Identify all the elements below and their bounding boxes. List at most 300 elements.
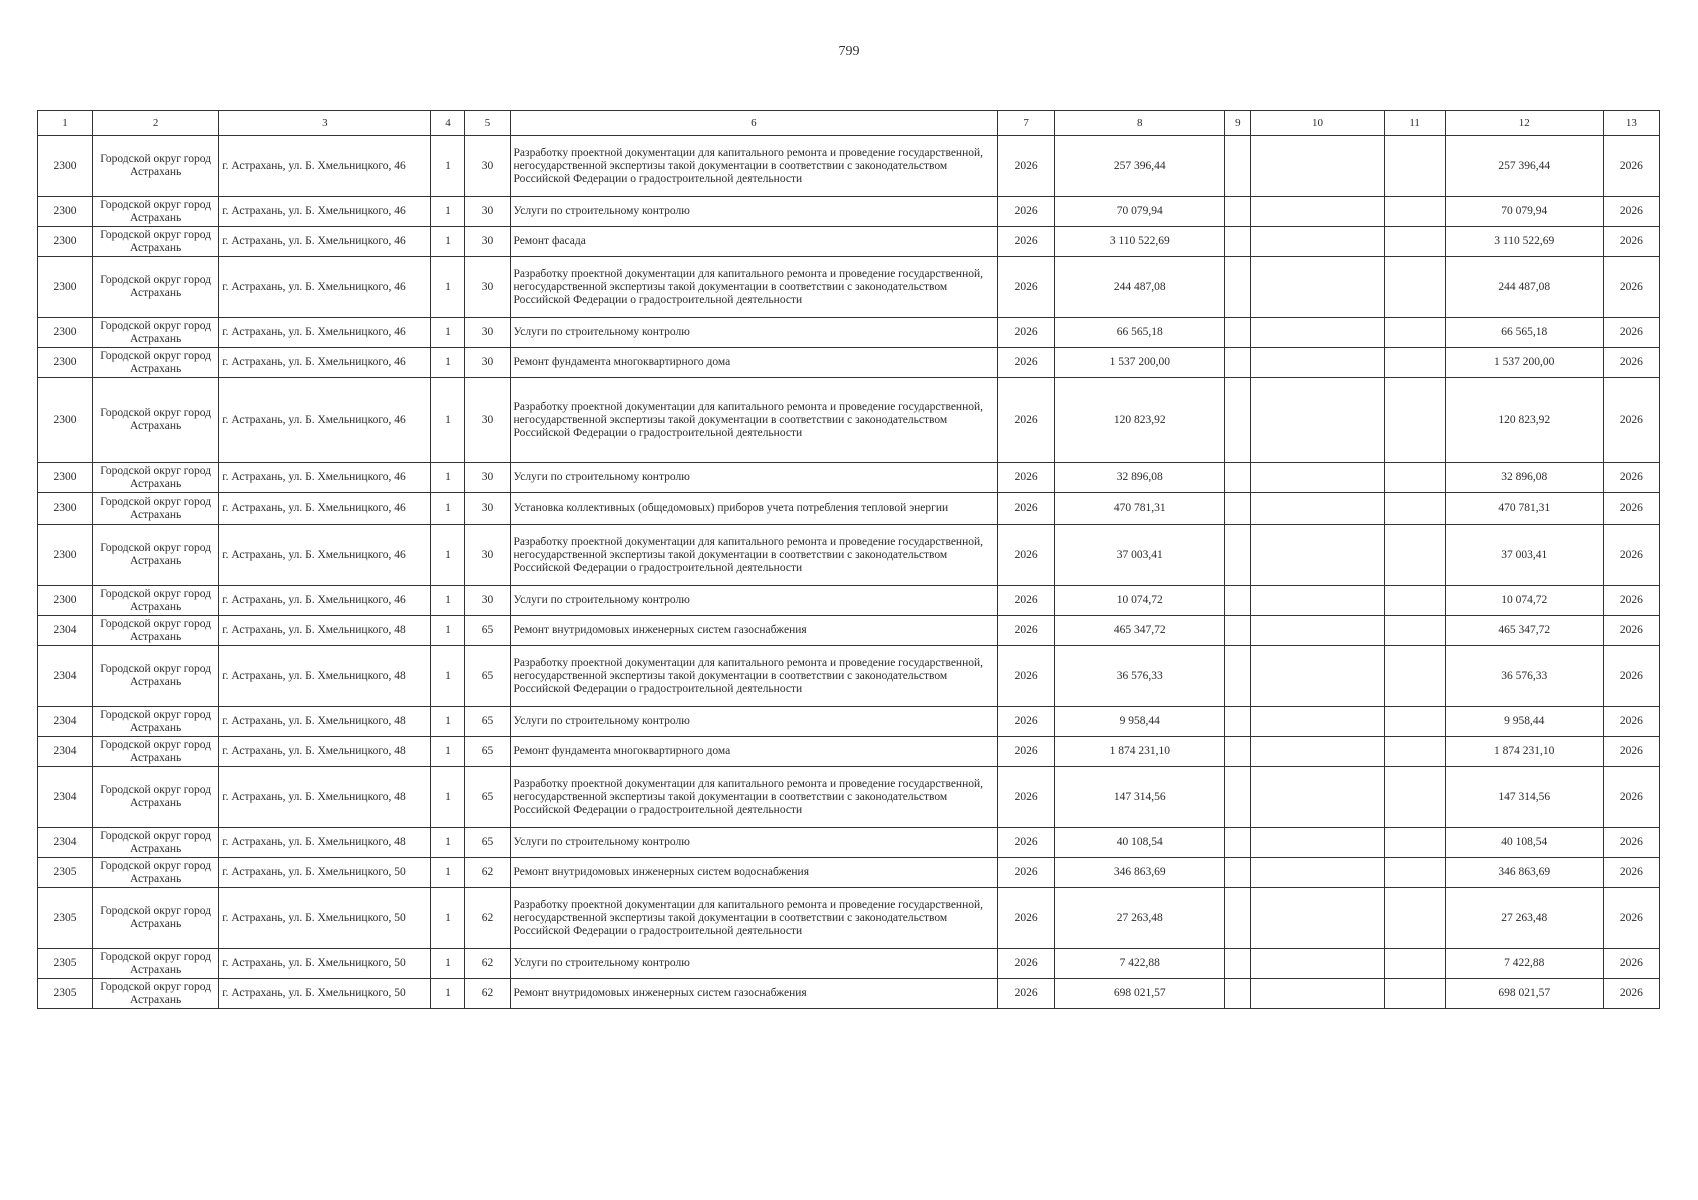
cell-object-id: 2300	[38, 318, 93, 348]
cell-col-11	[1384, 858, 1445, 888]
cell-work-type: Разработку проектной документации для капитального ремонта и проведение государственной, негосударственной экспертизы такой документации в соответствии с законодательством Российской Федерации о градостроительной деятельности	[510, 525, 998, 586]
cell-col-10	[1251, 493, 1384, 525]
cell-col-9	[1225, 136, 1251, 197]
cell-col-5: 30	[465, 378, 510, 463]
cell-cost: 7 422,88	[1055, 949, 1225, 979]
table-body	[38, 136, 1660, 1009]
cell-col-9	[1225, 737, 1251, 767]
cell-year: 2026	[998, 828, 1055, 858]
cell-col-4: 1	[431, 318, 465, 348]
cell-year: 2026	[998, 979, 1055, 1009]
cell-col-5: 30	[465, 586, 510, 616]
cell-col-4: 1	[431, 949, 465, 979]
cell-col-10	[1251, 197, 1384, 227]
cell-year: 2026	[998, 737, 1055, 767]
cell-municipality: Городской округ город Астрахань	[93, 616, 219, 646]
cell-total: 1 874 231,10	[1445, 737, 1603, 767]
cell-col-5: 30	[465, 257, 510, 318]
cell-municipality: Городской округ город Астрахань	[93, 858, 219, 888]
cell-cost: 147 314,56	[1055, 767, 1225, 828]
col-header: 12	[1445, 111, 1603, 136]
cell-year: 2026	[998, 525, 1055, 586]
cell-total: 37 003,41	[1445, 525, 1603, 586]
cell-col-5: 30	[465, 136, 510, 197]
cell-end-year: 2026	[1603, 737, 1659, 767]
cell-col-5: 62	[465, 858, 510, 888]
cell-col-4: 1	[431, 586, 465, 616]
cell-municipality: Городской округ город Астрахань	[93, 707, 219, 737]
cell-work-type: Ремонт внутридомовых инженерных систем газоснабжения	[510, 616, 998, 646]
cell-year: 2026	[998, 888, 1055, 949]
cell-col-5: 62	[465, 888, 510, 949]
cell-col-10	[1251, 616, 1384, 646]
cell-col-9	[1225, 318, 1251, 348]
cell-col-11	[1384, 378, 1445, 463]
cell-col-11	[1384, 767, 1445, 828]
cell-col-9	[1225, 378, 1251, 463]
cell-col-5: 65	[465, 707, 510, 737]
table-row	[38, 858, 1660, 888]
cell-address: г. Астрахань, ул. Б. Хмельницкого, 48	[219, 828, 431, 858]
cell-end-year: 2026	[1603, 227, 1659, 257]
col-header: 7	[998, 111, 1055, 136]
cell-col-10	[1251, 463, 1384, 493]
cell-col-4: 1	[431, 378, 465, 463]
cell-col-9	[1225, 888, 1251, 949]
cell-address: г. Астрахань, ул. Б. Хмельницкого, 48	[219, 646, 431, 707]
cell-object-id: 2300	[38, 463, 93, 493]
cell-address: г. Астрахань, ул. Б. Хмельницкого, 46	[219, 136, 431, 197]
cell-total: 147 314,56	[1445, 767, 1603, 828]
cell-col-11	[1384, 828, 1445, 858]
cell-year: 2026	[998, 378, 1055, 463]
cell-work-type: Разработку проектной документации для капитального ремонта и проведение государственной, негосударственной экспертизы такой документации в соответствии с законодательством Российской Федерации о градостроительной деятельности	[510, 767, 998, 828]
cell-municipality: Городской округ город Астрахань	[93, 979, 219, 1009]
cell-end-year: 2026	[1603, 525, 1659, 586]
cell-total: 32 896,08	[1445, 463, 1603, 493]
cell-end-year: 2026	[1603, 828, 1659, 858]
page-number: 799	[838, 44, 860, 59]
cell-municipality: Городской округ город Астрахань	[93, 737, 219, 767]
cell-end-year: 2026	[1603, 888, 1659, 949]
cell-col-10	[1251, 707, 1384, 737]
cell-cost: 37 003,41	[1055, 525, 1225, 586]
cell-end-year: 2026	[1603, 646, 1659, 707]
cell-col-5: 65	[465, 828, 510, 858]
col-header: 13	[1603, 111, 1659, 136]
cell-col-4: 1	[431, 737, 465, 767]
table-row	[38, 767, 1660, 828]
cell-col-4: 1	[431, 888, 465, 949]
cell-address: г. Астрахань, ул. Б. Хмельницкого, 46	[219, 348, 431, 378]
cell-col-9	[1225, 493, 1251, 525]
cell-col-5: 65	[465, 646, 510, 707]
cell-col-4: 1	[431, 463, 465, 493]
cell-col-11	[1384, 888, 1445, 949]
cell-object-id: 2305	[38, 979, 93, 1009]
cell-municipality: Городской округ город Астрахань	[93, 197, 219, 227]
cell-col-10	[1251, 646, 1384, 707]
table-row	[38, 318, 1660, 348]
cell-col-9	[1225, 227, 1251, 257]
cell-cost: 244 487,08	[1055, 257, 1225, 318]
cell-cost: 3 110 522,69	[1055, 227, 1225, 257]
cell-end-year: 2026	[1603, 493, 1659, 525]
cell-address: г. Астрахань, ул. Б. Хмельницкого, 48	[219, 737, 431, 767]
cell-col-9	[1225, 348, 1251, 378]
cell-col-5: 65	[465, 737, 510, 767]
cell-col-5: 30	[465, 348, 510, 378]
cell-year: 2026	[998, 197, 1055, 227]
cell-address: г. Астрахань, ул. Б. Хмельницкого, 46	[219, 525, 431, 586]
table-row	[38, 378, 1660, 463]
cell-col-11	[1384, 646, 1445, 707]
cell-col-10	[1251, 767, 1384, 828]
col-header: 8	[1055, 111, 1225, 136]
cell-col-5: 62	[465, 949, 510, 979]
cell-object-id: 2304	[38, 767, 93, 828]
cell-col-4: 1	[431, 227, 465, 257]
cell-object-id: 2300	[38, 586, 93, 616]
cell-col-10	[1251, 318, 1384, 348]
cell-work-type: Разработку проектной документации для капитального ремонта и проведение государственной, негосударственной экспертизы такой документации в соответствии с законодательством Российской Федерации о градостроительной деятельности	[510, 378, 998, 463]
cell-work-type: Услуги по строительному контролю	[510, 707, 998, 737]
cell-col-9	[1225, 858, 1251, 888]
cell-work-type: Услуги по строительному контролю	[510, 828, 998, 858]
cell-total: 470 781,31	[1445, 493, 1603, 525]
cell-object-id: 2300	[38, 197, 93, 227]
cell-municipality: Городской округ город Астрахань	[93, 348, 219, 378]
table-row	[38, 979, 1660, 1009]
cell-end-year: 2026	[1603, 586, 1659, 616]
cell-address: г. Астрахань, ул. Б. Хмельницкого, 46	[219, 493, 431, 525]
cell-col-11	[1384, 463, 1445, 493]
cell-col-4: 1	[431, 493, 465, 525]
cell-object-id: 2304	[38, 616, 93, 646]
cell-cost: 27 263,48	[1055, 888, 1225, 949]
cell-object-id: 2305	[38, 888, 93, 949]
table-row	[38, 493, 1660, 525]
cell-col-9	[1225, 525, 1251, 586]
cell-col-4: 1	[431, 348, 465, 378]
cell-object-id: 2304	[38, 707, 93, 737]
cell-address: г. Астрахань, ул. Б. Хмельницкого, 46	[219, 318, 431, 348]
cell-total: 9 958,44	[1445, 707, 1603, 737]
cell-total: 70 079,94	[1445, 197, 1603, 227]
cell-col-4: 1	[431, 525, 465, 586]
cell-col-5: 65	[465, 616, 510, 646]
cell-cost: 346 863,69	[1055, 858, 1225, 888]
cell-work-type: Ремонт внутридомовых инженерных систем водоснабжения	[510, 858, 998, 888]
cell-municipality: Городской округ город Астрахань	[93, 586, 219, 616]
col-header: 6	[510, 111, 998, 136]
cell-col-9	[1225, 197, 1251, 227]
col-header: 10	[1251, 111, 1384, 136]
cell-cost: 257 396,44	[1055, 136, 1225, 197]
capital-repair-table	[37, 110, 1660, 1009]
cell-end-year: 2026	[1603, 136, 1659, 197]
table-row	[38, 737, 1660, 767]
cell-year: 2026	[998, 949, 1055, 979]
cell-total: 244 487,08	[1445, 257, 1603, 318]
table-row	[38, 227, 1660, 257]
cell-municipality: Городской округ город Астрахань	[93, 257, 219, 318]
table-row	[38, 949, 1660, 979]
cell-cost: 1 874 231,10	[1055, 737, 1225, 767]
table-row	[38, 586, 1660, 616]
cell-year: 2026	[998, 493, 1055, 525]
cell-end-year: 2026	[1603, 949, 1659, 979]
cell-year: 2026	[998, 646, 1055, 707]
cell-year: 2026	[998, 586, 1055, 616]
cell-col-9	[1225, 463, 1251, 493]
cell-col-5: 30	[465, 227, 510, 257]
cell-col-10	[1251, 586, 1384, 616]
cell-end-year: 2026	[1603, 348, 1659, 378]
cell-municipality: Городской округ город Астрахань	[93, 136, 219, 197]
cell-cost: 36 576,33	[1055, 646, 1225, 707]
cell-cost: 10 074,72	[1055, 586, 1225, 616]
table-row	[38, 463, 1660, 493]
cell-end-year: 2026	[1603, 463, 1659, 493]
cell-object-id: 2300	[38, 378, 93, 463]
cell-col-4: 1	[431, 979, 465, 1009]
cell-object-id: 2304	[38, 646, 93, 707]
cell-col-11	[1384, 136, 1445, 197]
cell-col-4: 1	[431, 646, 465, 707]
cell-col-4: 1	[431, 616, 465, 646]
cell-col-11	[1384, 493, 1445, 525]
cell-object-id: 2300	[38, 525, 93, 586]
cell-end-year: 2026	[1603, 378, 1659, 463]
cell-col-5: 62	[465, 979, 510, 1009]
cell-total: 257 396,44	[1445, 136, 1603, 197]
cell-col-9	[1225, 707, 1251, 737]
cell-col-11	[1384, 949, 1445, 979]
table-row	[38, 136, 1660, 197]
cell-col-9	[1225, 616, 1251, 646]
cell-col-4: 1	[431, 197, 465, 227]
cell-col-10	[1251, 888, 1384, 949]
cell-object-id: 2304	[38, 737, 93, 767]
cell-municipality: Городской округ город Астрахань	[93, 949, 219, 979]
cell-col-5: 30	[465, 318, 510, 348]
cell-col-9	[1225, 586, 1251, 616]
cell-col-11	[1384, 257, 1445, 318]
cell-object-id: 2304	[38, 828, 93, 858]
cell-object-id: 2300	[38, 348, 93, 378]
cell-cost: 32 896,08	[1055, 463, 1225, 493]
cell-work-type: Услуги по строительному контролю	[510, 586, 998, 616]
cell-year: 2026	[998, 616, 1055, 646]
cell-year: 2026	[998, 707, 1055, 737]
cell-address: г. Астрахань, ул. Б. Хмельницкого, 48	[219, 616, 431, 646]
cell-total: 10 074,72	[1445, 586, 1603, 616]
cell-cost: 70 079,94	[1055, 197, 1225, 227]
cell-work-type: Установка коллективных (общедомовых) приборов учета потребления тепловой энергии	[510, 493, 998, 525]
table-row	[38, 707, 1660, 737]
cell-address: г. Астрахань, ул. Б. Хмельницкого, 50	[219, 858, 431, 888]
cell-col-10	[1251, 525, 1384, 586]
cell-cost: 698 021,57	[1055, 979, 1225, 1009]
cell-work-type: Ремонт фасада	[510, 227, 998, 257]
cell-col-4: 1	[431, 136, 465, 197]
cell-cost: 120 823,92	[1055, 378, 1225, 463]
table-row	[38, 828, 1660, 858]
cell-col-9	[1225, 257, 1251, 318]
cell-total: 698 021,57	[1445, 979, 1603, 1009]
cell-col-11	[1384, 707, 1445, 737]
cell-end-year: 2026	[1603, 197, 1659, 227]
cell-total: 120 823,92	[1445, 378, 1603, 463]
cell-col-4: 1	[431, 858, 465, 888]
cell-col-5: 30	[465, 525, 510, 586]
cell-work-type: Ремонт фундамента многоквартирного дома	[510, 348, 998, 378]
cell-work-type: Ремонт внутридомовых инженерных систем газоснабжения	[510, 979, 998, 1009]
cell-work-type: Услуги по строительному контролю	[510, 318, 998, 348]
cell-col-11	[1384, 737, 1445, 767]
cell-object-id: 2300	[38, 136, 93, 197]
cell-col-10	[1251, 257, 1384, 318]
cell-col-5: 30	[465, 493, 510, 525]
cell-col-11	[1384, 586, 1445, 616]
col-header: 3	[219, 111, 431, 136]
col-header: 5	[465, 111, 510, 136]
cell-col-10	[1251, 858, 1384, 888]
cell-end-year: 2026	[1603, 858, 1659, 888]
cell-municipality: Городской округ город Астрахань	[93, 888, 219, 949]
cell-total: 27 263,48	[1445, 888, 1603, 949]
cell-col-4: 1	[431, 707, 465, 737]
cell-work-type: Ремонт фундамента многоквартирного дома	[510, 737, 998, 767]
cell-address: г. Астрахань, ул. Б. Хмельницкого, 48	[219, 767, 431, 828]
cell-total: 346 863,69	[1445, 858, 1603, 888]
cell-col-9	[1225, 646, 1251, 707]
cell-year: 2026	[998, 348, 1055, 378]
cell-total: 1 537 200,00	[1445, 348, 1603, 378]
cell-object-id: 2300	[38, 493, 93, 525]
cell-col-11	[1384, 227, 1445, 257]
cell-col-5: 30	[465, 463, 510, 493]
cell-work-type: Разработку проектной документации для капитального ремонта и проведение государственной, негосударственной экспертизы такой документации в соответствии с законодательством Российской Федерации о градостроительной деятельности	[510, 136, 998, 197]
cell-col-11	[1384, 616, 1445, 646]
cell-cost: 1 537 200,00	[1055, 348, 1225, 378]
cell-work-type: Услуги по строительному контролю	[510, 197, 998, 227]
cell-work-type: Разработку проектной документации для капитального ремонта и проведение государственной, негосударственной экспертизы такой документации в соответствии с законодательством Российской Федерации о градостроительной деятельности	[510, 646, 998, 707]
cell-col-10	[1251, 227, 1384, 257]
cell-work-type: Разработку проектной документации для капитального ремонта и проведение государственной, негосударственной экспертизы такой документации в соответствии с законодательством Российской Федерации о градостроительной деятельности	[510, 888, 998, 949]
cell-col-11	[1384, 197, 1445, 227]
cell-end-year: 2026	[1603, 616, 1659, 646]
cell-end-year: 2026	[1603, 257, 1659, 318]
cell-col-10	[1251, 136, 1384, 197]
cell-col-4: 1	[431, 257, 465, 318]
cell-year: 2026	[998, 136, 1055, 197]
cell-year: 2026	[998, 858, 1055, 888]
table-row	[38, 646, 1660, 707]
col-header: 11	[1384, 111, 1445, 136]
cell-cost: 40 108,54	[1055, 828, 1225, 858]
cell-col-4: 1	[431, 767, 465, 828]
table-row	[38, 348, 1660, 378]
cell-address: г. Астрахань, ул. Б. Хмельницкого, 48	[219, 707, 431, 737]
cell-end-year: 2026	[1603, 318, 1659, 348]
cell-end-year: 2026	[1603, 979, 1659, 1009]
cell-col-5: 30	[465, 197, 510, 227]
cell-col-9	[1225, 949, 1251, 979]
cell-col-10	[1251, 378, 1384, 463]
cell-year: 2026	[998, 257, 1055, 318]
cell-end-year: 2026	[1603, 767, 1659, 828]
col-header: 2	[93, 111, 219, 136]
cell-work-type: Услуги по строительному контролю	[510, 463, 998, 493]
table-row	[38, 888, 1660, 949]
table-row	[38, 257, 1660, 318]
cell-address: г. Астрахань, ул. Б. Хмельницкого, 46	[219, 197, 431, 227]
cell-col-10	[1251, 737, 1384, 767]
cell-total: 465 347,72	[1445, 616, 1603, 646]
cell-object-id: 2305	[38, 949, 93, 979]
cell-object-id: 2305	[38, 858, 93, 888]
cell-address: г. Астрахань, ул. Б. Хмельницкого, 46	[219, 227, 431, 257]
table-row	[38, 525, 1660, 586]
cell-work-type: Разработку проектной документации для капитального ремонта и проведение государственной, негосударственной экспертизы такой документации в соответствии с законодательством Российской Федерации о градостроительной деятельности	[510, 257, 998, 318]
cell-municipality: Городской округ город Астрахань	[93, 227, 219, 257]
cell-col-11	[1384, 348, 1445, 378]
cell-col-10	[1251, 828, 1384, 858]
cell-address: г. Астрахань, ул. Б. Хмельницкого, 50	[219, 888, 431, 949]
cell-col-9	[1225, 828, 1251, 858]
cell-work-type: Услуги по строительному контролю	[510, 949, 998, 979]
cell-col-11	[1384, 318, 1445, 348]
cell-municipality: Городской округ город Астрахань	[93, 767, 219, 828]
cell-col-10	[1251, 949, 1384, 979]
cell-year: 2026	[998, 463, 1055, 493]
cell-col-11	[1384, 525, 1445, 586]
cell-cost: 470 781,31	[1055, 493, 1225, 525]
cell-total: 40 108,54	[1445, 828, 1603, 858]
cell-year: 2026	[998, 318, 1055, 348]
cell-cost: 9 958,44	[1055, 707, 1225, 737]
col-header: 9	[1225, 111, 1251, 136]
cell-col-9	[1225, 767, 1251, 828]
cell-col-9	[1225, 979, 1251, 1009]
cell-year: 2026	[998, 227, 1055, 257]
cell-address: г. Астрахань, ул. Б. Хмельницкого, 46	[219, 463, 431, 493]
cell-cost: 465 347,72	[1055, 616, 1225, 646]
cell-address: г. Астрахань, ул. Б. Хмельницкого, 50	[219, 979, 431, 1009]
cell-address: г. Астрахань, ул. Б. Хмельницкого, 50	[219, 949, 431, 979]
cell-total: 7 422,88	[1445, 949, 1603, 979]
cell-address: г. Астрахань, ул. Б. Хмельницкого, 46	[219, 378, 431, 463]
cell-col-5: 65	[465, 767, 510, 828]
cell-cost: 66 565,18	[1055, 318, 1225, 348]
column-number-row	[38, 111, 1660, 136]
table-row	[38, 197, 1660, 227]
cell-municipality: Городской округ город Астрахань	[93, 318, 219, 348]
cell-total: 3 110 522,69	[1445, 227, 1603, 257]
col-header: 1	[38, 111, 93, 136]
col-header: 4	[431, 111, 465, 136]
cell-municipality: Городской округ город Астрахань	[93, 525, 219, 586]
cell-address: г. Астрахань, ул. Б. Хмельницкого, 46	[219, 257, 431, 318]
cell-end-year: 2026	[1603, 707, 1659, 737]
cell-col-11	[1384, 979, 1445, 1009]
cell-municipality: Городской округ город Астрахань	[93, 378, 219, 463]
cell-municipality: Городской округ город Астрахань	[93, 828, 219, 858]
cell-object-id: 2300	[38, 257, 93, 318]
cell-municipality: Городской округ город Астрахань	[93, 463, 219, 493]
